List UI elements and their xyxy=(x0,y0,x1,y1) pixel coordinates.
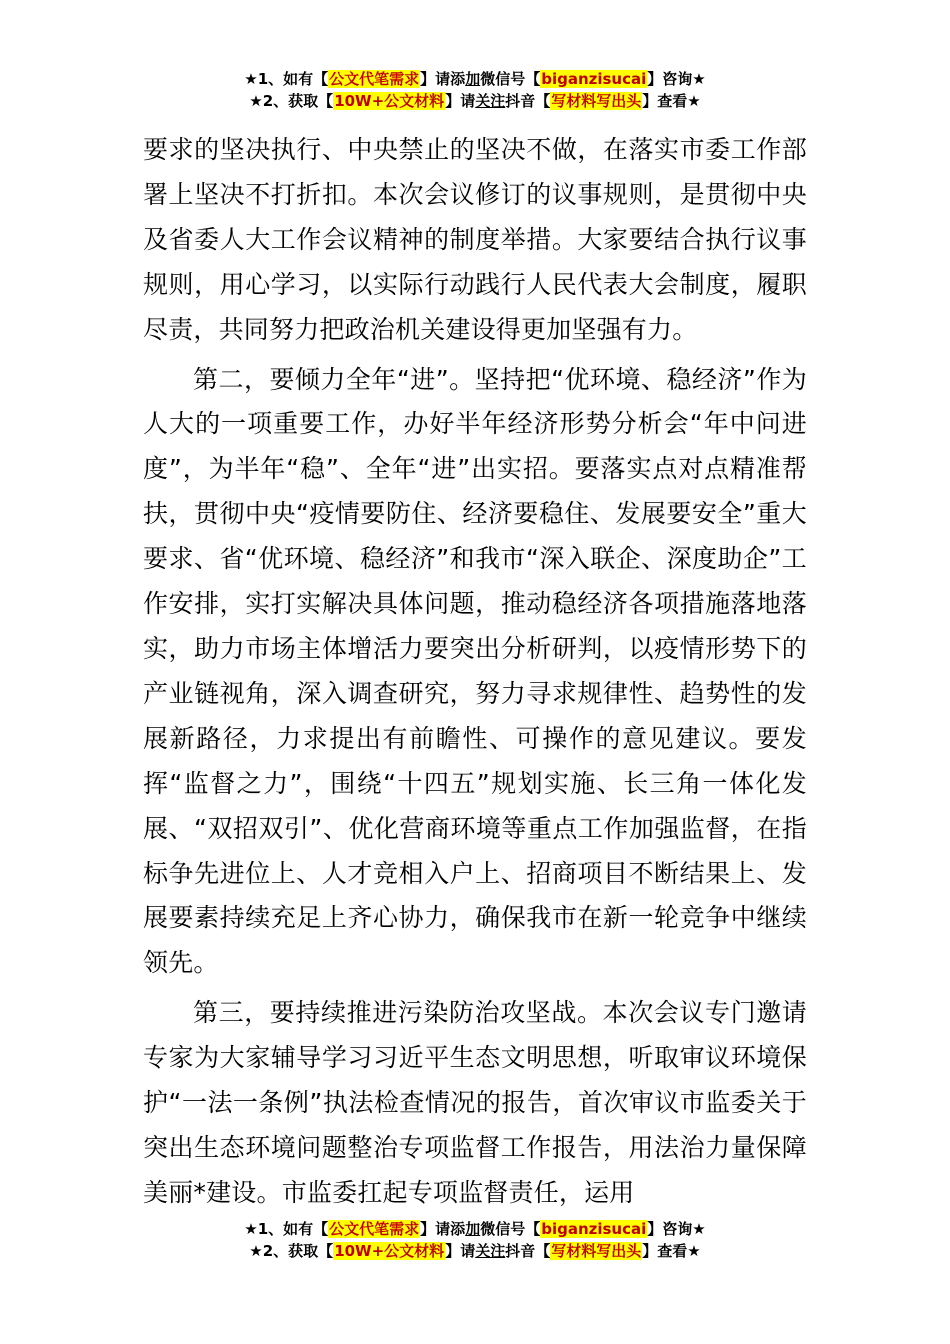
banner-highlight: 10W+公文材料 xyxy=(334,92,445,110)
banner-text: 】查看★ xyxy=(642,92,701,110)
banner-underlined-text: 加 xyxy=(465,70,481,88)
header-banner xyxy=(0,68,950,112)
banner-text: ★1、如有【 xyxy=(244,70,329,88)
body-paragraph: 第三，要持续推进污染防治攻坚战。本次会议专门邀请专家为大家辅导学习习近平生态文明思想，听取审议环境保护“一法一条例”执法检查情况的报告，首次审议市监委关于突出生态环境问题整治专项监督工作报告，用法治力量保障美丽*建设。市监委扛起专项监督责任，运用 xyxy=(143,998,807,1207)
banner-text: ★2、获取【 xyxy=(249,92,334,110)
banner-highlight: 写材料写出头 xyxy=(551,1242,642,1260)
banner-highlight: biganzisucai xyxy=(541,1220,647,1238)
banner-text: 】请 xyxy=(445,1242,476,1260)
banner-highlight: 公文代笔需求 xyxy=(329,1220,420,1238)
banner-underlined-text: 加 xyxy=(465,1220,481,1238)
banner-text: ★1、如有【 xyxy=(244,1220,329,1238)
banner-underlined-text: 关注 xyxy=(475,92,506,110)
banner-text: 微信号【 xyxy=(480,70,541,88)
banner-underlined-text: 关注 xyxy=(475,1242,506,1260)
banner-highlight: 写材料写出头 xyxy=(551,92,642,110)
banner-highlight: 10W+公文材料 xyxy=(334,1242,445,1260)
body-paragraph: 要求的坚决执行、中央禁止的坚决不做，在落实市委工作部署上坚决不打折扣。本次会议修订的议事规则，是贯彻中央及省委人大工作会议精神的制度举措。大家要结合执行议事规则，用心学习，以实际行动践行人民代表大会制度，履职尽责，共同努力把政治机关建设得更加坚强有力。 xyxy=(143,135,807,344)
banner-line-2 xyxy=(0,90,950,112)
document-body xyxy=(143,128,807,1216)
banner-text: 】请 xyxy=(445,92,476,110)
banner-text: 】咨询★ xyxy=(647,1220,706,1238)
banner-text: 抖音【 xyxy=(505,1242,551,1260)
banner-line-1 xyxy=(0,1218,950,1240)
footer-banner xyxy=(0,1218,950,1262)
banner-line-2 xyxy=(0,1240,950,1262)
banner-text: ★2、获取【 xyxy=(249,1242,334,1260)
body-paragraph: 第二，要倾力全年“进”。坚持把“优环境、稳经济”作为人大的一项重要工作，办好半年经济形势分析会“年中问进度”，为半年“稳”、全年“进”出实招。要落实点对点精准帮扶，贯彻中央“疫情要防住、经济要稳住、发展要安全”重大要求、省“优环境、稳经济”和我市“深入联企、深度助企”工作安排，实打实解决具体问题，推动稳经济各项措施落地落实，助力市场主体增活力要突出分析研判，以疫情形势下的产业链视角，深入调查研究，努力寻求规律性、趋势性的发展新路径，力求提出有前瞻性、可操作的意见建议。要发挥“监督之力”，围绕“十四五”规划实施、长三角一体化发展、“双招双引”、优化营商环境等重点工作加强监督，在指标争先进位上、人才竞相入户上、招商项目不断结果上、发展要素持续充足上齐心协力，确保我市在新一轮竞争中继续领先。 xyxy=(143,364,807,978)
banner-text: 】查看★ xyxy=(642,1242,701,1260)
banner-text: 】请添 xyxy=(420,1220,466,1238)
banner-text: 】咨询★ xyxy=(647,70,706,88)
banner-highlight: biganzisucai xyxy=(541,70,647,88)
banner-text: 抖音【 xyxy=(505,92,551,110)
banner-highlight: 公文代笔需求 xyxy=(329,70,420,88)
banner-text: 微信号【 xyxy=(480,1220,541,1238)
banner-line-1 xyxy=(0,68,950,90)
banner-text: 】请添 xyxy=(420,70,466,88)
